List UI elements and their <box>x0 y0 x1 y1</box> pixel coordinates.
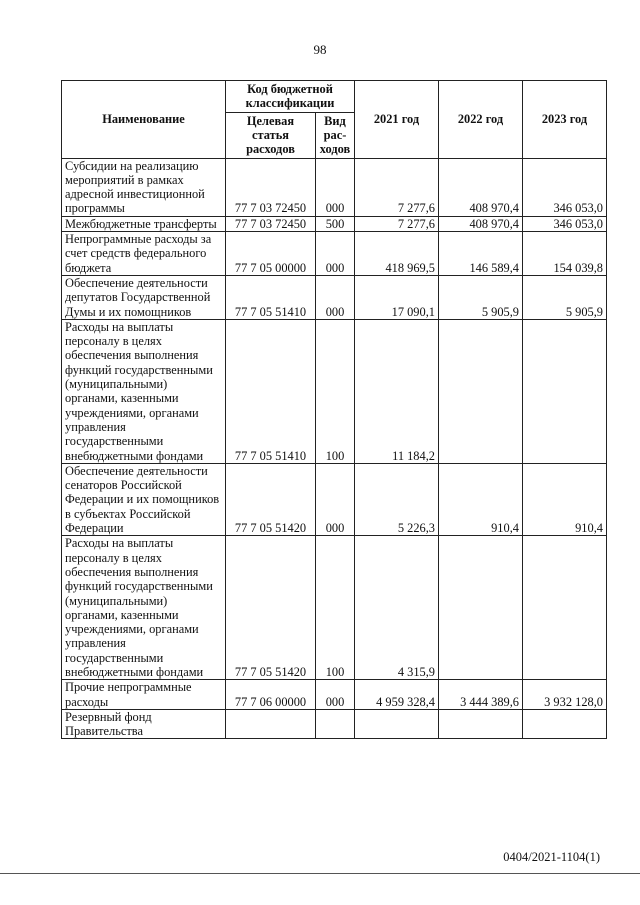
row-amount-2021 <box>355 709 439 739</box>
row-target-article: 77 7 05 51410 <box>226 319 316 463</box>
row-amount-2023 <box>523 319 607 463</box>
row-amount-2021: 4 315,9 <box>355 536 439 680</box>
table-row <box>62 709 607 739</box>
row-name: Межбюджетные трансферты <box>62 216 226 231</box>
row-name: Обеспечение деятельности депутатов Государственной Думы и их помощников <box>62 275 226 319</box>
row-expense-kind: 100 <box>316 536 355 680</box>
row-amount-2023 <box>523 709 607 739</box>
row-amount-2022: 5 905,9 <box>439 275 523 319</box>
row-name: Субсидии на реализацию мероприятий в рамках адресной инвестиционной программы <box>62 158 226 216</box>
row-expense-kind: 000 <box>316 463 355 535</box>
row-target-article: 77 7 05 51420 <box>226 463 316 535</box>
row-amount-2022: 910,4 <box>439 463 523 535</box>
row-amount-2022 <box>439 319 523 463</box>
row-target-article: 77 7 05 51410 <box>226 275 316 319</box>
row-expense-kind: 000 <box>316 232 355 276</box>
row-amount-2021: 418 969,5 <box>355 232 439 276</box>
table-body <box>62 158 607 739</box>
row-amount-2023: 3 932 128,0 <box>523 680 607 710</box>
row-expense-kind: 500 <box>316 216 355 231</box>
table-row <box>62 216 607 231</box>
row-name: Непрограммные расходы за счет средств федерального бюджета <box>62 232 226 276</box>
row-expense-kind: 000 <box>316 680 355 710</box>
row-name: Расходы на выплаты персоналу в целях обеспечения выполнения функций государственными (муниципальными) органами, казенными учреждениями, органами управления государственными внебюджетными фондами <box>62 536 226 680</box>
row-target-article: 77 7 03 72450 <box>226 158 316 216</box>
row-expense-kind: 000 <box>316 158 355 216</box>
table-row <box>62 232 607 276</box>
row-amount-2023: 910,4 <box>523 463 607 535</box>
table-row <box>62 536 607 680</box>
budget-table <box>61 80 607 739</box>
row-amount-2021: 5 226,3 <box>355 463 439 535</box>
row-amount-2022 <box>439 709 523 739</box>
row-name: Прочие непрограммные расходы <box>62 680 226 710</box>
row-amount-2023: 154 039,8 <box>523 232 607 276</box>
row-amount-2023 <box>523 536 607 680</box>
table-row <box>62 275 607 319</box>
row-expense-kind <box>316 709 355 739</box>
header-year-2022: 2022 год <box>439 81 523 159</box>
row-amount-2022: 408 970,4 <box>439 158 523 216</box>
table-row <box>62 158 607 216</box>
row-amount-2021: 17 090,1 <box>355 275 439 319</box>
row-amount-2023: 5 905,9 <box>523 275 607 319</box>
row-amount-2021: 4 959 328,4 <box>355 680 439 710</box>
bottom-divider <box>0 873 640 874</box>
header-year-2023: 2023 год <box>523 81 607 159</box>
header-expense-kind: Вид рас-ходов <box>316 112 355 158</box>
row-amount-2021: 7 277,6 <box>355 158 439 216</box>
row-name: Расходы на выплаты персоналу в целях обеспечения выполнения функций государственными (муниципальными) органами, казенными учреждениями, органами управления государственными внебюджетными фондами <box>62 319 226 463</box>
row-expense-kind: 100 <box>316 319 355 463</box>
row-target-article: 77 7 05 51420 <box>226 536 316 680</box>
header-budget-code-group: Код бюджетной классификации <box>226 81 355 113</box>
footer-document-code: 0404/2021-1104(1) <box>503 850 600 864</box>
row-amount-2023: 346 053,0 <box>523 216 607 231</box>
row-amount-2022: 3 444 389,6 <box>439 680 523 710</box>
header-year-2021: 2021 год <box>355 81 439 159</box>
row-target-article: 77 7 03 72450 <box>226 216 316 231</box>
table-row <box>62 680 607 710</box>
row-amount-2022 <box>439 536 523 680</box>
row-target-article <box>226 709 316 739</box>
row-name: Резервный фонд Правительства <box>62 709 226 739</box>
row-target-article: 77 7 06 00000 <box>226 680 316 710</box>
header-target-article: Целевая статья расходов <box>226 112 316 158</box>
row-expense-kind: 000 <box>316 275 355 319</box>
row-amount-2022: 408 970,4 <box>439 216 523 231</box>
header-name: Наименование <box>62 81 226 159</box>
row-amount-2023: 346 053,0 <box>523 158 607 216</box>
row-amount-2022: 146 589,4 <box>439 232 523 276</box>
page-number: 98 <box>313 42 327 57</box>
row-target-article: 77 7 05 00000 <box>226 232 316 276</box>
table-row <box>62 319 607 463</box>
row-amount-2021: 11 184,2 <box>355 319 439 463</box>
table-row <box>62 463 607 535</box>
row-name: Обеспечение деятельности сенаторов Российской Федерации и их помощников в субъектах Российской Федерации <box>62 463 226 535</box>
row-amount-2021: 7 277,6 <box>355 216 439 231</box>
